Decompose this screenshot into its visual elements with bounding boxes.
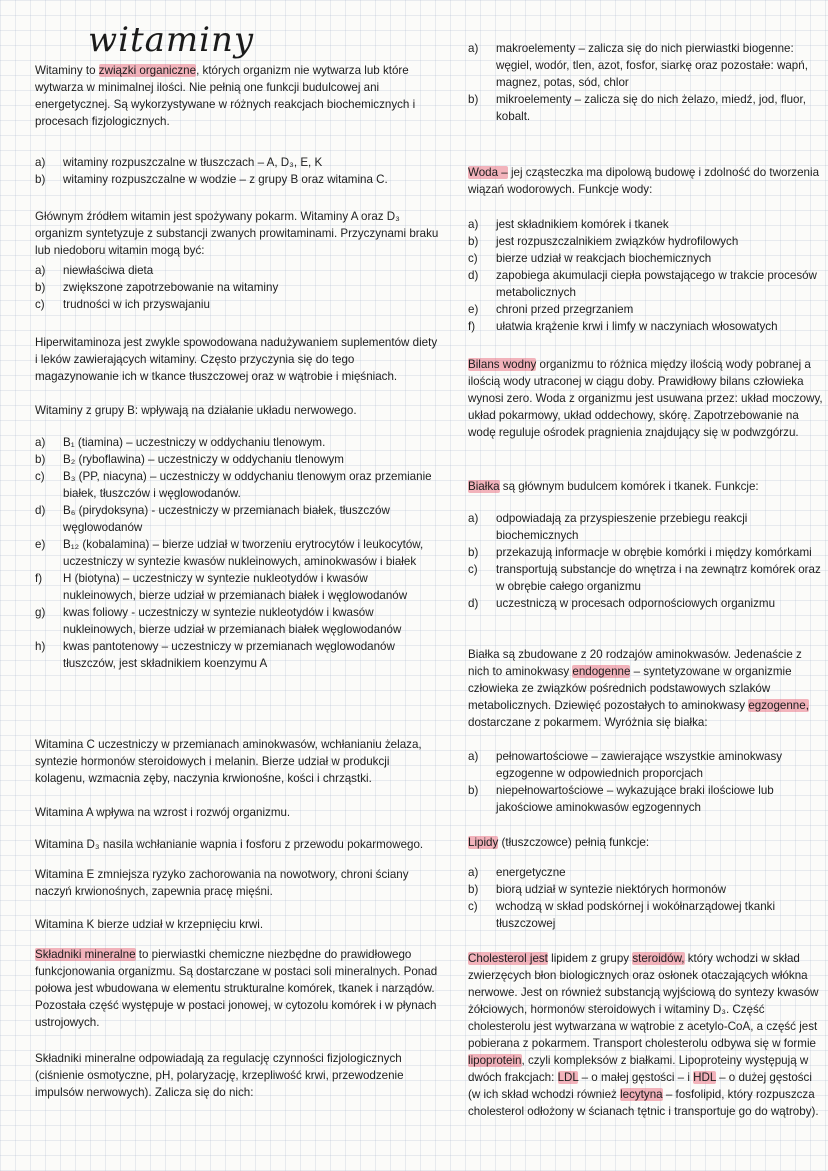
list-item: c) B₃ (PP, niacyna) – uczestniczy w oddychaniu tlenowym oraz przemianie białek, tłuszczów i węglowodanów. xyxy=(35,470,432,500)
vitamin-e-paragraph: Witamina E zmniejsza ryzyko zachorowania na nowotwory, chroni ściany naczyń krwionośnych, zapewnia pracę mięśni. xyxy=(35,868,409,898)
highlight-ldl: LDL xyxy=(557,1071,579,1084)
highlight-lipids: Lipidy xyxy=(468,836,499,849)
list-item: a) pełnowartościowe – zawierające wszystkie aminokwasy egzogenne w odpowiednich proporcjach xyxy=(468,750,783,780)
protein-functions-list xyxy=(468,510,824,612)
list-item: c) transportują substancje do wnętrza i na zewnątrz komórek oraz w obrębie całego organizmu xyxy=(468,563,821,593)
highlight-lipoproteins: lipoprotein xyxy=(468,1054,522,1067)
list-item: h) kwas pantotenowy – uczestniczy w przemianach węglowodanów tłuszczów, jest składnikiem koenzymu A xyxy=(35,640,395,670)
proteins-intro: Białka są głównym budulcem komórek i tkanek. Funkcje: xyxy=(468,480,759,493)
vitamin-d-paragraph: Witamina D₃ nasila wchłanianie wapnia i fosforu z przewodu pokarmowego. xyxy=(35,838,424,851)
list-item: b) niepełnowartościowe – wykazujące braki ilościowe lub jakościowe aminokwasów egzogennych xyxy=(468,784,774,814)
list-item: a) witaminy rozpuszczalne w tłuszczach – A, D₃, E, K xyxy=(35,156,323,169)
list-item: f) H (biotyna) – uczestniczy w syntezie nukleotydów i kwasów nukleinowych, bierze udział w przemianach białek i węglowodanów xyxy=(35,572,408,602)
list-item: a) B₁ (tiamina) – uczestniczy w oddychaniu tlenowym. xyxy=(35,436,326,449)
lipids-intro: Lipidy (tłuszczowce) pełnią funkcje: xyxy=(468,836,650,849)
water-functions-list xyxy=(468,216,824,335)
vitamin-k-paragraph: Witamina K bierze udział w krzepnięciu krwi. xyxy=(35,918,264,931)
cholesterol-paragraph: Cholesterol jest lipidem z grupy steroidów, który wchodzi w skład zwierzęcych błon biologicznych oraz osłonek otaczających włókna nerwowe. Jest on również substancją wyjściową do syntezy kwasów żółciowych, hormonów steroidowych i witaminy D₃. Część cholesterolu jest wytwarzana w wątrobie z acetylo-CoA, a część jest pobierana z pokarmem. Transport cholesterolu odbywa się w formie lipoprotein, czyli kompleksów z białkami. Lipoproteiny występują w dwóch frakcjach: LDL – o małej gęstości – i HDL – o dużej gęstości (w ich skład wchodzi również lecytyna – fosfolipid, który rozpuszcza cholesterol odłożony w ścianach tętnic i transportuje go do wątroby). xyxy=(468,952,819,1118)
amino-acids-paragraph: Białka są zbudowane z 20 rodzajów aminokwasów. Jedenaście z nich to aminokwasy endogenne – syntetyzowane w organizmie człowieka ze związków pośrednich podstawowych szlaków metabolicznych. Dziewięć pozostałych to aminokwasy egzogenne, dostarczane z pokarmem. Wyróżnia się białka: xyxy=(468,648,809,729)
group-b-list xyxy=(35,434,440,672)
vitamin-types-list xyxy=(35,154,440,188)
vitamin-a-paragraph: Witamina A wpływa na wzrost i rozwój organizmu. xyxy=(35,806,291,819)
list-item: a) makroelementy – zalicza się do nich pierwiastki biogenne: węgiel, wodór, tlen, azot, fosfor, siarkę oraz pozostałe: wapń, magnez, potas, sód, chlor xyxy=(468,42,808,89)
list-item: f) ułatwia krążenie krwi i limfy w naczyniach włosowatych xyxy=(468,320,778,333)
highlight-endogenous: endogenne xyxy=(572,665,631,678)
water-balance-paragraph: Bilans wodny organizmu to różnica między ilością wody pobranej a ilością wody utraconej w ciągu doby. Prawidłowy bilans człowieka wynosi zero. Woda z organizmu jest usuwana przez: układ moczowy, układ pokarmowy, układ oddechowy, skórę. Zapotrzebowanie na wodę reguluje ośrodek pragnienia znajdujący się w podwzgórzu. xyxy=(468,358,823,439)
list-item: c) bierze udział w reakcjach biochemicznych xyxy=(468,252,712,265)
list-item: b) zwiększone zapotrzebowanie na witaminy xyxy=(35,281,279,294)
highlight-cholesterol: Cholesterol jest xyxy=(468,952,548,965)
page-title: witaminy xyxy=(88,20,255,60)
highlight-minerals: Składniki mineralne xyxy=(35,948,136,961)
highlight-water: Woda – xyxy=(468,166,508,179)
list-item: b) mikroelementy – zalicza się do nich żelazo, miedź, jod, fluor, kobalt. xyxy=(468,93,806,123)
list-item: e) chroni przed przegrzaniem xyxy=(468,303,634,316)
list-item: a) odpowiadają za przyspieszenie przebiegu reakcji biochemicznych xyxy=(468,512,748,542)
list-item: c) trudności w ich przyswajaniu xyxy=(35,298,210,311)
vitamin-c-paragraph: Witamina C uczestniczy w przemianach aminokwasów, wchłanianiu żelaza, syntezie hormonów steroidowych i melanin. Bierze udział w produkcji kolagenu, wzmacnia zęby, naczynia krwionośne, kości i chrząstki. xyxy=(35,738,422,785)
list-item: b) witaminy rozpuszczalne w wodzie – z grupy B oraz witamina C. xyxy=(35,173,388,186)
highlight-organic-compounds: związki organiczne xyxy=(98,64,197,77)
list-item: g) kwas foliowy - uczestniczy w syntezie nukleotydów i kwasów nukleinowych, bierze udział w przemianach białek węglowodanów xyxy=(35,606,402,636)
highlight-exogenous: egzogenne, xyxy=(748,699,809,712)
list-item: a) energetyczne xyxy=(468,866,566,879)
list-item: b) B₂ (ryboflawina) – uczestniczy w oddychaniu tlenowym xyxy=(35,453,344,466)
highlight-steroids: steroidów, xyxy=(632,952,685,965)
list-item: d) B₆ (pirydoksyna) - uczestniczy w przemianach białek, tłuszczów węglowodanów xyxy=(35,504,390,534)
list-item: a) niewłaściwa dieta xyxy=(35,264,154,277)
minerals-regulation-paragraph: Składniki mineralne odpowiadają za regulację czynności fizjologicznych (ciśnienie osmotyczne, pH, polaryzację, krzepliwość krwi, przewodzenie impulsów nerwowych). Zalicza się do nich: xyxy=(35,1052,404,1099)
vitamin-source-paragraph: Głównym źródłem witamin jest spożywany pokarm. Witaminy A oraz D₃ organizm syntetyzuje z substancji zwanych prowitaminami. Przyczynami braku lub niedoboru witamin mogą być: xyxy=(35,210,439,257)
protein-types-list xyxy=(468,748,824,816)
list-item: e) B₁₂ (kobalamina) – bierze udział w tworzeniu erytrocytów i leukocytów, uczestniczy w syntezie kwasów nukleinowych, aminokwasów i białek xyxy=(35,538,424,568)
list-item: b) jest rozpuszczalnikiem związków hydrofilowych xyxy=(468,235,739,248)
deficiency-causes-list xyxy=(35,262,440,313)
list-item: d) uczestniczą w procesach odpornościowych organizmu xyxy=(468,597,776,610)
highlight-lecithin: lecytyna xyxy=(620,1088,663,1101)
list-item: d) zapobiega akumulacji ciepła powstającego w trakcie procesów metabolicznych xyxy=(468,269,817,299)
list-item: b) przekazują informacje w obrębie komórki i między komórkami xyxy=(468,546,812,559)
highlight-proteins: Białka xyxy=(468,480,500,493)
minerals-paragraph: Składniki mineralne to pierwiastki chemiczne niezbędne do prawidłowego funkcjonowania organizmu. Są dostarczane w postaci soli mineralnych. Ponad połowa jest wbudowana w elementu strukturalne komórek, tkanek i narządów. Pozostała część występuje w postaci jonowej, w cytozolu komórek i w płynach ustrojowych. xyxy=(35,948,438,1029)
lipid-functions-list xyxy=(468,864,824,932)
mineral-types-list xyxy=(468,40,824,125)
water-intro: Woda – jej cząsteczka ma dipolową budowę i zdolność do tworzenia wiązań wodorowych. Funkcje wody: xyxy=(468,166,820,196)
list-item: c) wchodzą w skład podskórnej i wokółnarządowej tkanki tłuszczowej xyxy=(468,900,776,930)
list-item: a) jest składnikiem komórek i tkanek xyxy=(468,218,669,231)
highlight-water-balance: Bilans wodny xyxy=(468,358,537,371)
hypervitaminosis-paragraph: Hiperwitaminoza jest zwykle spowodowana nadużywaniem suplementów diety i leków zawierających witaminy. Często przyczynia się do tego magazynowanie ich w tkance tłuszczowej oraz w wątrobie i mięśniach. xyxy=(35,336,438,383)
list-item: b) biorą udział w syntezie niektórych hormonów xyxy=(468,883,727,896)
group-b-intro: Witaminy z grupy B: wpływają na działanie układu nerwowego. xyxy=(35,404,357,417)
highlight-hdl: HDL xyxy=(693,1071,716,1084)
vitamins-intro: Witaminy to związki organiczne, których organizm nie wytwarza lub które wytwarza w minimalnej ilości. Nie pełnią one funkcji budulcowej ani energetycznej. Są wykorzystywane w różnych reakcjach biochemicznych i procesach fizjologicznych. xyxy=(35,64,416,128)
